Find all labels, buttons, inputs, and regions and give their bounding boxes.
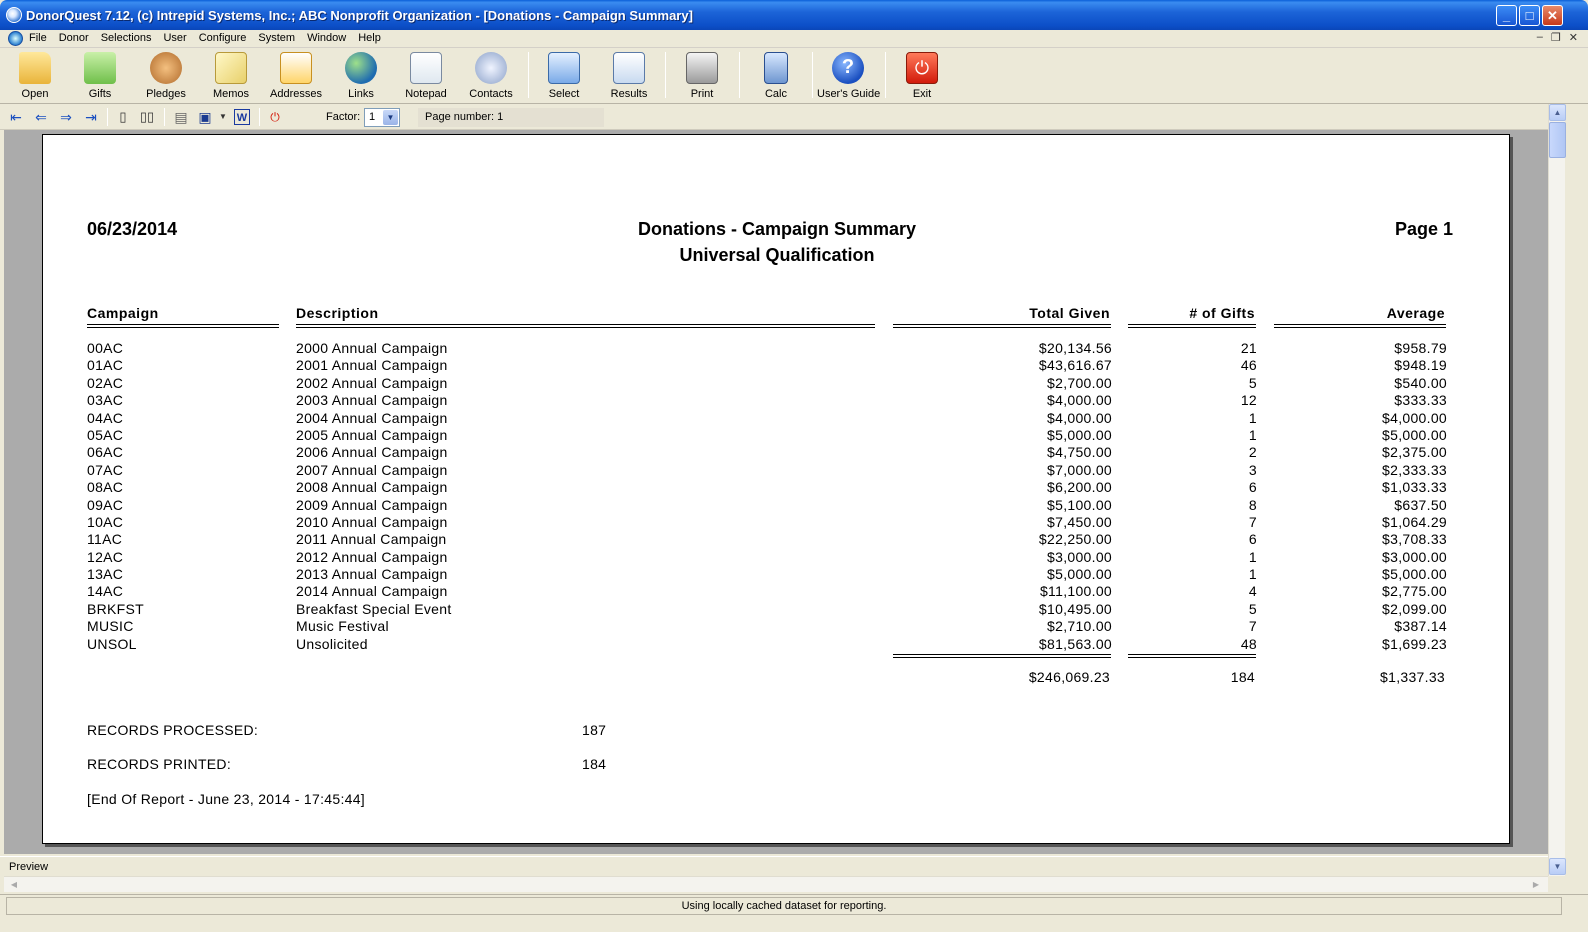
- campaign-cell: UNSOL: [87, 635, 137, 652]
- total-given-cell: $6,200.00: [1047, 479, 1112, 496]
- mdi-minimize-button[interactable]: –: [1536, 31, 1543, 43]
- printer-icon: [686, 52, 718, 84]
- menu-user[interactable]: User: [163, 32, 187, 44]
- factor-select[interactable]: [364, 108, 400, 127]
- gift-count-cell: 46: [1240, 357, 1257, 374]
- campaign-cell: 10AC: [87, 513, 124, 530]
- table-row: [43, 444, 1511, 461]
- report-page-number: Page 1: [1394, 219, 1453, 239]
- contacts-icon: [475, 52, 507, 84]
- description-cell: 2007 Annual Campaign: [296, 461, 448, 478]
- description-cell: 2003 Annual Campaign: [296, 392, 448, 409]
- power-icon: [906, 52, 938, 84]
- table-row: [43, 375, 1511, 392]
- report-preview-area[interactable]: [4, 130, 1548, 854]
- average-cell: $2,775.00: [1382, 583, 1447, 600]
- total-rule: [893, 654, 1111, 658]
- gifts-icon: [84, 52, 116, 84]
- total-given-cell: $3,000.00: [1047, 548, 1112, 565]
- grand-total-given: $246,069.23: [1028, 669, 1110, 685]
- scroll-right-button[interactable]: ▶: [1532, 880, 1540, 889]
- toolbar-separator: [164, 108, 165, 126]
- notepad-label: Notepad: [405, 88, 447, 100]
- average-cell: $2,375.00: [1382, 444, 1447, 461]
- mdi-close-button[interactable]: ✕: [1568, 32, 1578, 44]
- end-of-report: [End Of Report - June 23, 2014 - 17:45:44]: [87, 791, 365, 807]
- table-row: [43, 601, 1511, 618]
- records-processed-value: 187: [582, 722, 607, 738]
- total-given-cell: $7,450.00: [1047, 513, 1112, 530]
- average-cell: $1,699.23: [1382, 635, 1447, 652]
- report-title: Donations - Campaign Summary: [637, 219, 917, 239]
- description-cell: 2013 Annual Campaign: [296, 566, 448, 583]
- campaign-cell: 05AC: [87, 426, 124, 443]
- page-number-field: Page number: 1: [418, 108, 604, 127]
- description-cell: 2002 Annual Campaign: [296, 374, 448, 391]
- gift-count-cell: 1: [1248, 409, 1257, 426]
- gift-count-cell: 1: [1248, 566, 1257, 583]
- print-label: Print: [690, 88, 714, 100]
- results-button[interactable]: [598, 50, 660, 100]
- pledges-button[interactable]: [135, 50, 197, 100]
- notepad-button[interactable]: [395, 50, 457, 100]
- title-bar: [0, 0, 1588, 30]
- gift-count-cell: 7: [1248, 513, 1257, 530]
- table-row: [43, 531, 1511, 548]
- campaign-cell: 00AC: [87, 340, 124, 356]
- menu-file[interactable]: File: [29, 32, 47, 44]
- average-cell: $2,099.00: [1382, 600, 1447, 617]
- column-header-campaign: Campaign: [87, 305, 159, 321]
- campaign-cell: 04AC: [87, 409, 124, 426]
- mdi-restore-button[interactable]: ❐: [1550, 32, 1561, 44]
- description-cell: 2000 Annual Campaign: [296, 340, 448, 356]
- table-row: [43, 549, 1511, 566]
- gift-count-cell: 3: [1248, 461, 1257, 478]
- table-row: [43, 497, 1511, 514]
- next-page-icon[interactable]: ⇒: [60, 109, 72, 125]
- calculator-icon: [764, 52, 788, 84]
- addresses-button[interactable]: [265, 50, 327, 100]
- factor-value: 1: [369, 111, 376, 123]
- description-cell: 2001 Annual Campaign: [296, 357, 448, 374]
- scroll-up-button[interactable]: ▲: [1549, 104, 1566, 121]
- total-given-cell: $11,100.00: [1039, 583, 1112, 600]
- table-row: [43, 462, 1511, 479]
- select-button[interactable]: [533, 50, 595, 100]
- gift-count-cell: 8: [1248, 496, 1257, 513]
- report-subtitle: Universal Qualification: [679, 245, 875, 265]
- total-given-cell: $4,750.00: [1047, 444, 1112, 461]
- report-rows: [43, 340, 1511, 653]
- grand-total-average: $1,337.33: [1380, 669, 1445, 685]
- magnifier-icon: [548, 52, 580, 84]
- menu-window[interactable]: Window: [307, 32, 347, 44]
- open-button[interactable]: [4, 50, 66, 100]
- description-cell: 2009 Annual Campaign: [296, 496, 448, 513]
- description-cell: 2006 Annual Campaign: [296, 444, 448, 461]
- table-row: [43, 340, 1511, 357]
- first-page-icon[interactable]: ⇤: [10, 109, 22, 125]
- gift-count-cell: 1: [1248, 548, 1257, 565]
- total-given-cell: $5,100.00: [1047, 496, 1112, 513]
- description-cell: 2011 Annual Campaign: [296, 531, 447, 548]
- campaign-cell: 06AC: [87, 444, 124, 461]
- calc-button[interactable]: [745, 50, 807, 100]
- report-page: [42, 134, 1510, 844]
- last-page-icon[interactable]: ⇥: [85, 109, 97, 125]
- table-row: [43, 514, 1511, 531]
- table-row: [43, 392, 1511, 409]
- table-row: [43, 618, 1511, 635]
- gift-count-cell: 6: [1248, 479, 1257, 496]
- house-icon: [280, 52, 312, 84]
- description-cell: 2012 Annual Campaign: [296, 548, 448, 565]
- toolbar-separator: [665, 52, 666, 98]
- calc-label: Calc: [764, 88, 787, 100]
- campaign-cell: 08AC: [87, 479, 124, 496]
- maximize-button[interactable]: □: [1519, 5, 1540, 26]
- grand-total-gifts: 184: [1230, 669, 1255, 685]
- gifts-button[interactable]: [69, 50, 131, 100]
- description-cell: 2008 Annual Campaign: [296, 479, 448, 496]
- average-cell: $3,000.00: [1382, 548, 1447, 565]
- word-export-icon[interactable]: W: [234, 109, 250, 125]
- menu-configure[interactable]: Configure: [198, 32, 247, 44]
- header-rule: [893, 324, 1111, 328]
- average-cell: $540.00: [1394, 374, 1447, 391]
- gift-count-cell: 1: [1248, 426, 1257, 443]
- minimize-button[interactable]: _: [1496, 5, 1517, 26]
- close-preview-icon[interactable]: ⏻: [270, 110, 280, 124]
- average-cell: $1,033.33: [1382, 479, 1447, 496]
- close-button[interactable]: ✕: [1542, 5, 1563, 26]
- status-text: Using locally cached dataset for reporting.: [6, 897, 1562, 915]
- total-given-cell: $5,000.00: [1047, 566, 1112, 583]
- total-given-cell: $81,563.00: [1038, 635, 1112, 652]
- preview-toolbar: [0, 104, 1548, 130]
- gift-count-cell: 12: [1240, 392, 1257, 409]
- description-cell: 2004 Annual Campaign: [296, 409, 448, 426]
- header-rule: [87, 324, 279, 328]
- status-bar: [0, 894, 1588, 932]
- campaign-cell: 03AC: [87, 392, 124, 409]
- column-header-description: Description: [296, 305, 379, 321]
- total-given-cell: $43,616.67: [1038, 357, 1112, 374]
- contacts-label: Contacts: [469, 88, 513, 100]
- campaign-cell: 07AC: [87, 461, 124, 478]
- average-cell: $333.33: [1394, 392, 1447, 409]
- previous-page-icon[interactable]: ⇐: [35, 109, 47, 125]
- column-header-average: Average: [1386, 305, 1445, 321]
- records-printed-label: RECORDS PRINTED:: [87, 756, 232, 772]
- total-given-cell: $7,000.00: [1047, 461, 1112, 478]
- exit-button[interactable]: [891, 50, 953, 100]
- average-cell: $3,708.33: [1382, 531, 1447, 548]
- open-label: Open: [21, 88, 49, 100]
- campaign-cell: BRKFST: [87, 600, 145, 617]
- menu-bar: [0, 30, 1588, 48]
- average-cell: $387.14: [1394, 618, 1447, 635]
- average-cell: $4,000.00: [1382, 409, 1447, 426]
- vertical-scrollbar[interactable]: [1548, 104, 1565, 876]
- campaign-cell: 11AC: [87, 531, 123, 548]
- description-cell: 2010 Annual Campaign: [296, 513, 448, 530]
- gift-count-cell: 5: [1248, 374, 1257, 391]
- total-rule: [1128, 654, 1256, 658]
- column-header-gifts: # of Gifts: [1189, 305, 1255, 321]
- results-label: Results: [610, 88, 648, 100]
- exit-label: Exit: [912, 88, 932, 100]
- table-row: [43, 636, 1511, 653]
- average-cell: $2,333.33: [1382, 461, 1447, 478]
- description-cell: 2005 Annual Campaign: [296, 426, 448, 443]
- average-cell: $637.50: [1394, 496, 1447, 513]
- description-cell: Breakfast Special Event: [296, 600, 452, 617]
- chevron-down-icon[interactable]: ▼: [383, 110, 398, 125]
- campaign-cell: 13AC: [87, 566, 124, 583]
- handshake-icon: [150, 52, 182, 84]
- total-given-cell: $5,000.00: [1047, 426, 1112, 443]
- description-cell: Unsolicited: [296, 635, 368, 652]
- average-cell: $948.19: [1394, 357, 1447, 374]
- total-given-cell: $20,134.56: [1038, 340, 1112, 356]
- two-pages-icon[interactable]: ▯▯: [139, 109, 155, 124]
- gift-count-cell: 5: [1248, 600, 1257, 617]
- app-icon[interactable]: [6, 7, 22, 23]
- menu-selections[interactable]: Selections: [100, 32, 152, 44]
- campaign-cell: 12AC: [87, 548, 124, 565]
- gift-count-cell: 4: [1248, 583, 1257, 600]
- toolbar-separator: [259, 108, 260, 126]
- results-icon: [613, 52, 645, 84]
- header-rule: [1128, 324, 1256, 328]
- campaign-cell: MUSIC: [87, 618, 134, 635]
- save-icon[interactable]: ▣: [198, 109, 212, 125]
- main-toolbar: [0, 48, 1588, 104]
- average-cell: $958.79: [1394, 340, 1447, 356]
- toolbar-separator: [885, 52, 886, 98]
- horizontal-scrollbar[interactable]: [4, 876, 1548, 892]
- campaign-cell: 14AC: [87, 583, 124, 600]
- gift-count-cell: 7: [1248, 618, 1257, 635]
- table-row: [43, 427, 1511, 444]
- toolbar-separator: [107, 108, 108, 126]
- report-date: 06/23/2014: [87, 219, 178, 239]
- average-cell: $1,064.29: [1382, 513, 1447, 530]
- gift-count-cell: 2: [1248, 444, 1257, 461]
- scroll-down-button[interactable]: ▼: [1549, 858, 1566, 875]
- description-cell: 2014 Annual Campaign: [296, 583, 448, 600]
- campaign-cell: 09AC: [87, 496, 124, 513]
- toolbar-separator: [739, 52, 740, 98]
- folder-open-icon: [19, 52, 51, 84]
- memo-icon: [215, 52, 247, 84]
- help-icon: [832, 52, 864, 84]
- notepad-icon: [410, 52, 442, 84]
- chevron-down-icon[interactable]: ▼: [219, 112, 227, 121]
- print-button[interactable]: [671, 50, 733, 100]
- memos-button[interactable]: [200, 50, 262, 100]
- column-header-total-given: Total Given: [1029, 305, 1110, 321]
- gift-count-cell: 21: [1240, 340, 1257, 356]
- total-given-cell: $4,000.00: [1047, 409, 1112, 426]
- table-row: [43, 410, 1511, 427]
- total-given-cell: $2,710.00: [1047, 618, 1112, 635]
- header-rule: [1274, 324, 1446, 328]
- menu-help[interactable]: Help: [358, 32, 381, 44]
- scrollbar-thumb[interactable]: [1549, 122, 1566, 158]
- gift-count-cell: 6: [1248, 531, 1257, 548]
- description-cell: Music Festival: [296, 618, 389, 635]
- total-given-cell: $4,000.00: [1047, 392, 1112, 409]
- average-cell: $5,000.00: [1382, 566, 1447, 583]
- pledges-label: Pledges: [146, 88, 186, 100]
- memos-label: Memos: [212, 88, 250, 100]
- globe-icon: [345, 52, 377, 84]
- factor-label: Factor:: [326, 111, 361, 123]
- window-title: DonorQuest 7.12, (c) Intrepid Systems, Inc.; ABC Nonprofit Organization - [Donations - Campaign Summary]: [26, 8, 693, 23]
- campaign-cell: 02AC: [87, 374, 124, 391]
- addresses-label: Addresses: [270, 88, 322, 100]
- table-row: [43, 357, 1511, 374]
- contacts-button[interactable]: [460, 50, 522, 100]
- table-row: [43, 479, 1511, 496]
- menu-donor[interactable]: Donor: [58, 32, 89, 44]
- select-label: Select: [548, 88, 580, 100]
- menu-system[interactable]: System: [258, 32, 296, 44]
- table-row: [43, 583, 1511, 600]
- preview-label: Preview: [9, 861, 49, 873]
- toolbar-separator: [528, 52, 529, 98]
- gifts-label: Gifts: [88, 88, 112, 100]
- links-label: Links: [348, 88, 374, 100]
- records-processed-label: RECORDS PROCESSED:: [87, 722, 259, 738]
- preview-panel: [0, 856, 1548, 876]
- total-given-cell: $22,250.00: [1038, 531, 1112, 548]
- total-given-cell: $10,495.00: [1038, 600, 1112, 617]
- document-icon[interactable]: [8, 31, 23, 46]
- users-guide-button[interactable]: [817, 50, 879, 100]
- table-row: [43, 566, 1511, 583]
- campaign-cell: 01AC: [87, 357, 124, 374]
- gift-count-cell: 48: [1240, 635, 1257, 652]
- single-page-icon[interactable]: ▯: [119, 109, 127, 124]
- links-button[interactable]: [330, 50, 392, 100]
- header-rule: [296, 324, 875, 328]
- records-printed-value: 184: [582, 756, 607, 772]
- users-guide-label: User's Guide: [817, 88, 881, 100]
- toolbar-separator: [812, 52, 813, 98]
- average-cell: $5,000.00: [1382, 426, 1447, 443]
- total-given-cell: $2,700.00: [1047, 374, 1112, 391]
- printer-icon[interactable]: ▤: [174, 109, 188, 125]
- scroll-left-button[interactable]: ◀: [10, 880, 18, 889]
